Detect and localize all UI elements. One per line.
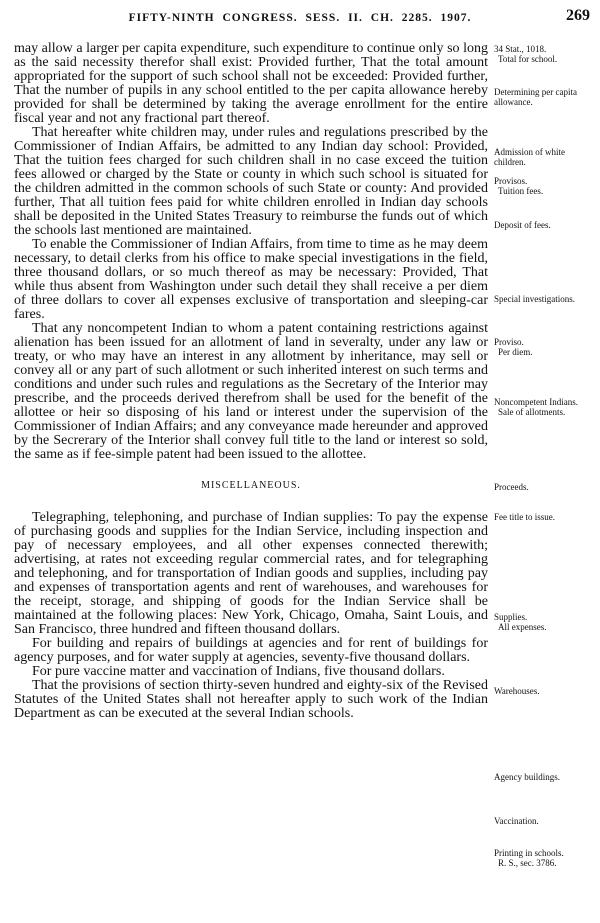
- margin-note-deposit: [494, 220, 596, 230]
- margin-note-line: Admission of white children.: [494, 147, 565, 167]
- margin-note-line: Tuition fees.: [498, 186, 544, 196]
- margin-note-line: Agency buildings.: [494, 772, 560, 782]
- body-text: [14, 42, 488, 721]
- paragraph-vaccination: For pure vaccine matter and vaccination of Indians, five thousand dollars.: [32, 664, 445, 679]
- margin-note-white-children: [494, 147, 596, 167]
- margin-note-line: Determining per capita allowance.: [494, 87, 577, 107]
- margin-note-agency-buildings: [494, 772, 596, 782]
- margin-note-line: Supplies.: [494, 612, 528, 622]
- running-head: FIFTY-NINTH CONGRESS. SESS. II. CH. 2285. 1907.: [128, 12, 472, 24]
- page-header: [0, 6, 600, 28]
- margin-note-warehouses: [494, 686, 596, 696]
- margin-note-line: All expenses.: [498, 622, 547, 632]
- margin-note-fee-title: [494, 512, 596, 522]
- paragraph-printing: That the provisions of section thirty-seven hundred and eighty-six of the Revised Statutes of the United States shall not hereafter apply to such work of the Indian Department as can be executed at the several Indian schools.: [14, 678, 488, 721]
- margin-note-per-diem: [494, 337, 596, 357]
- margin-note-line: Provisos.: [494, 176, 528, 186]
- paragraph-noncompetent-indians: That any noncompetent Indian to whom a patent containing restrictions against alienation has been issued for an allotment of land in severalty, under any law or treaty, or who may have an interest in any allotment by inheritance, may sell or convey all or any part of such allotment or such inherited interest on such terms and conditions and under such rules and regulations as the Secretary of the Interior may prescribe, and the proceeds derived therefrom shall be used for the benefit of the allottee or heir so disposing of his land or interest under the supervision of the Commissioner of Indian Affairs; and any conveyance made hereunder and approved by the Secrerary of the Interior shall convey full title to the land or interest so sold, the same as if fee-simple patent had been issued to the allottee.: [14, 321, 488, 462]
- margin-note-line: Warehouses.: [494, 686, 540, 696]
- margin-note-line: Per diem.: [498, 347, 533, 357]
- paragraph-supplies: Telegraphing, telephoning, and purchase of Indian supplies: To pay the expense of purchasing goods and supplies for the Indian Service, including inspection and pay of necessary employees, and all other expenses connected therewith; advertising, at rates not exceeding regular commercial rates, and for telegraphing and telephoning, and for transportation of Indian goods and supplies, including pay and expenses of transportation agents and rent of warehouses, and warehouses for the receipt, storage, and shipping of goods for the Indian Service shall be maintained at the following places: New York, Chicago, Omaha, Saint Louis, and San Francisco, three hundred and fifteen thousand dollars.: [14, 510, 488, 637]
- paragraph-special-investigations: To enable the Commissioner of Indian Affairs, from time to time as he may deem necessary, to detail clerks from his office to make special investigations in the field, three thousand dollars, or so much thereof as may be necessary: Provided, That while thus absent from Washington under such detail they shall receive a per diem of three dollars to cover all expenses exclusive of transportation and sleeping-car fares.: [14, 237, 488, 322]
- margin-note-line: Vaccination.: [494, 816, 539, 826]
- margin-note-noncompetent: [494, 397, 596, 417]
- margin-note-line: Proviso.: [494, 337, 524, 347]
- paragraph-white-children: That hereafter white children may, under rules and regulations prescribed by the Commissioner of Indian Affairs, be admitted to any Indian day school: Provided, That the tuition fees charged for such children shall in no case exceed the tuition fees allowed or charged by the State or county in which such school is situated for the children admitted in the common schools of such State or county: And provided further, That all tuition fees paid for white children enrolled in Indian day schools shall be deposited in the United States Treasury to reimburse the funds out of which the schools last mentioned are maintained.: [14, 125, 488, 238]
- margin-note-line: Total for school.: [498, 54, 558, 64]
- page-number: 269: [566, 7, 590, 24]
- margin-note-supplies: [494, 612, 596, 632]
- margin-note-proceeds: [494, 482, 596, 492]
- margin-note-line: Proceeds.: [494, 482, 529, 492]
- margin-note-line: R. S., sec. 3786.: [498, 858, 557, 868]
- margin-note-investigations: [494, 294, 596, 304]
- section-heading-miscellaneous: MISCELLANEOUS.: [201, 480, 301, 491]
- margin-note-line: 34 Stat., 1018.: [494, 44, 547, 54]
- margin-note-vaccination: [494, 816, 596, 826]
- margin-note-total-for-school: [494, 44, 596, 64]
- paragraph-per-capita: may allow a larger per capita expenditure, such expenditure to continue only so long as the said necessity therefor shall exist: Provided further, That the total amount appropriated for the support of such school shall not be exceeded: Provided further, That the number of pupils in any school entitled to the per capita allowance hereby provided for shall be determined by taking the average enrollment for the entire fiscal year and not any fractional part thereof.: [14, 41, 488, 126]
- margin-note-line: Noncompetent Indians.: [494, 397, 578, 407]
- margin-note-line: Deposit of fees.: [494, 220, 551, 230]
- paragraph-agency-buildings: For building and repairs of buildings at agencies and for rent of buildings for agency purposes, and for water supply at agencies, seventy-five thousand dollars.: [14, 636, 488, 665]
- margin-note-line: Sale of allotments.: [498, 407, 566, 417]
- margin-note-tuition: [494, 176, 596, 196]
- margin-note-printing: [494, 848, 596, 868]
- margin-note-line: Printing in schools.: [494, 848, 564, 858]
- margin-note-per-capita: [494, 87, 596, 107]
- margin-note-line: Special investigations.: [494, 294, 575, 304]
- margin-note-line: Fee title to issue.: [494, 512, 555, 522]
